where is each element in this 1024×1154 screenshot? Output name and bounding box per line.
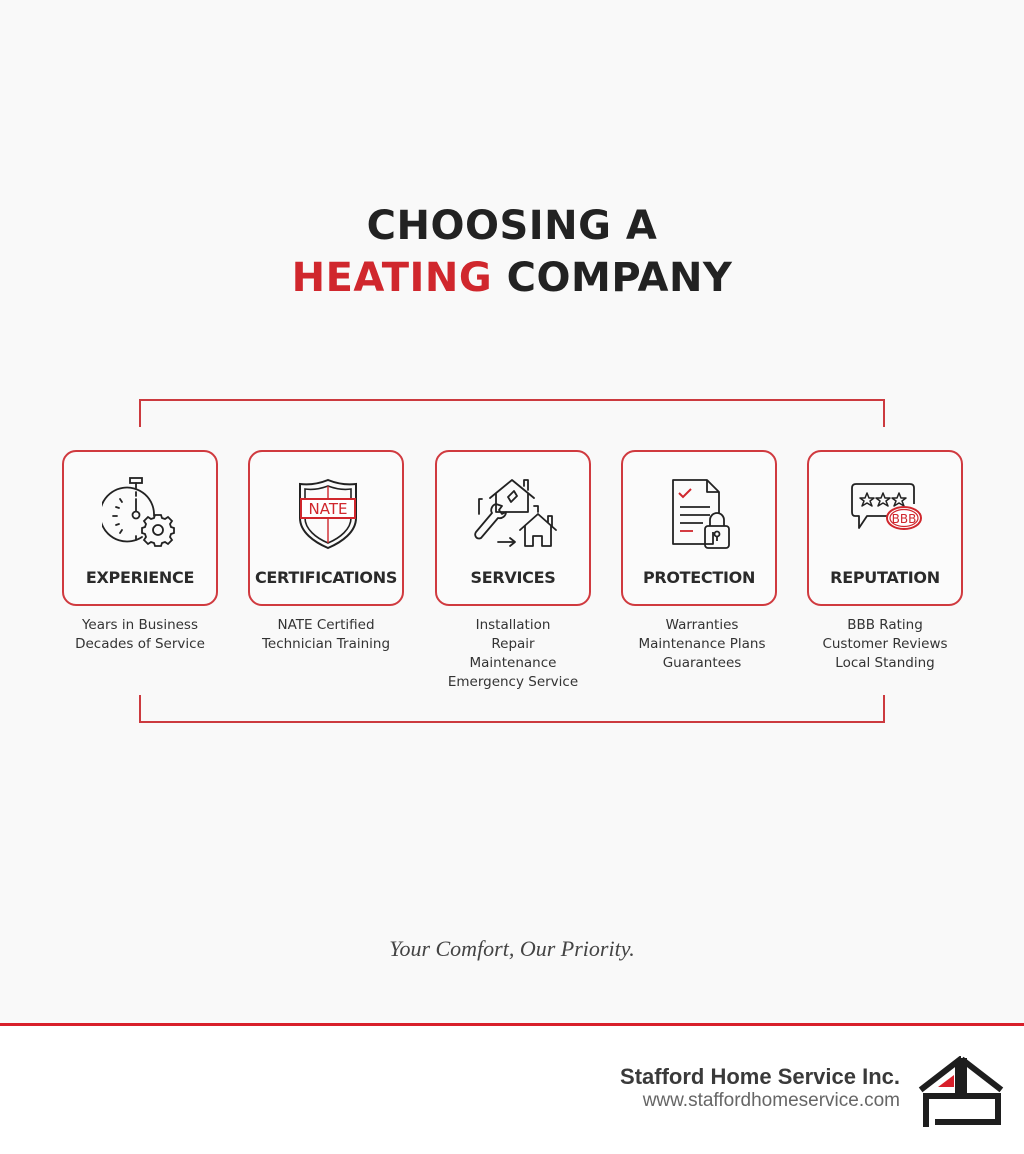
bbb-badge-text: BBB <box>891 512 917 526</box>
title-rest: COMPANY <box>492 255 733 301</box>
company-website[interactable]: www.staffordhomeservice.com <box>642 1090 900 1111</box>
card-experience <box>62 450 218 606</box>
bracket-bottom-divider <box>139 695 885 723</box>
detail-item: Guarantees <box>662 655 742 671</box>
title-accent-word: HEATING <box>291 255 493 301</box>
detail-item: Warranties <box>665 617 739 633</box>
card-label: SERVICES <box>470 568 556 587</box>
document-lock-icon <box>661 474 741 554</box>
detail-item: NATE Certified <box>277 617 375 633</box>
detail-item: BBB Rating <box>847 617 923 633</box>
detail-item: Years in Business <box>81 617 199 633</box>
detail-item: Repair <box>491 636 535 652</box>
experience-details <box>45 616 235 654</box>
page-title <box>0 200 1024 304</box>
stopwatch-gear-icon <box>102 474 182 554</box>
detail-item: Local Standing <box>835 655 935 671</box>
card-label: REPUTATION <box>830 568 940 587</box>
protection-details <box>607 616 797 673</box>
detail-item: Emergency Service <box>447 674 579 690</box>
detail-item: Technician Training <box>261 636 391 652</box>
title-line-1: CHOOSING A <box>366 203 658 249</box>
stafford-house-logo <box>918 1056 1004 1128</box>
tagline: Your Comfort, Our Priority. <box>389 936 635 961</box>
nate-badge-text: NATE <box>308 500 348 518</box>
card-services <box>435 450 591 606</box>
detail-item: Maintenance <box>469 655 557 671</box>
card-label: EXPERIENCE <box>85 568 195 587</box>
certifications-details <box>231 616 421 654</box>
title-line-2 <box>0 252 1024 304</box>
card-label: CERTIFICATIONS <box>254 568 398 587</box>
detail-item: Maintenance Plans <box>638 636 766 652</box>
review-bubble-bbb-icon <box>847 474 927 554</box>
bracket-top-divider <box>139 399 885 427</box>
reputation-details <box>790 616 980 673</box>
services-details <box>418 616 608 692</box>
detail-item: Decades of Service <box>75 636 205 652</box>
wrench-houses-icon <box>467 474 557 554</box>
footer-divider <box>0 1023 1024 1026</box>
card-certifications <box>248 450 404 606</box>
card-protection <box>621 450 777 606</box>
nate-shield-icon <box>288 474 368 554</box>
detail-item: Customer Reviews <box>822 636 948 652</box>
card-label: PROTECTION <box>642 568 756 587</box>
company-name: Stafford Home Service Inc. <box>620 1064 900 1089</box>
card-reputation <box>807 450 963 606</box>
company-info <box>620 1064 900 1112</box>
detail-item: Installation <box>475 617 551 633</box>
